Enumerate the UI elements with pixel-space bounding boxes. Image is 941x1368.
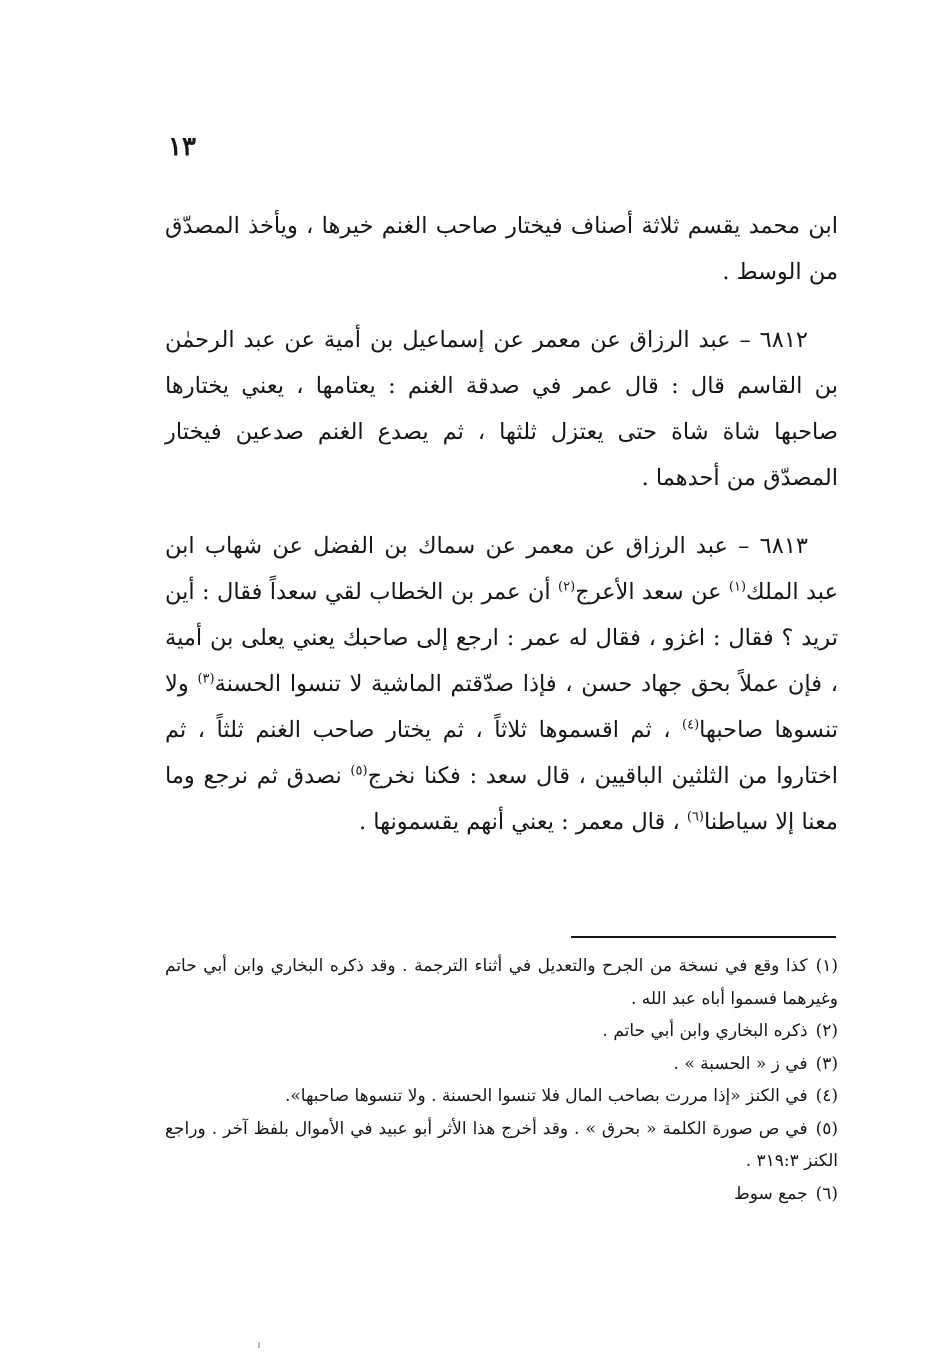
footnote-text: في ص صورة الكلمة « بحرق » . وقد أخرج هذا الأثر أبو عبيد في الأموال بلفظ آخر . وراجع الكنز ٣١٩:٣ . — [165, 1118, 838, 1171]
footnote-number: (١) — [815, 956, 838, 976]
paragraph-hadith-6812 — [165, 317, 838, 501]
text-segment: ولا تنسوها صاحبها — [165, 671, 839, 743]
paragraph-text: ابن محمد يقسم ثلاثة أصناف فيختار صاحب الغنم خيرها ، ويأخذ المصدّق من الوسط . — [165, 213, 838, 285]
footnote-marker[interactable]: (٥) — [350, 763, 368, 779]
footnote-text: في الكنز «إذا مررت بصاحب المال فلا تنسوا الحسنة . ولا تنسوها صاحبها». — [284, 1086, 808, 1106]
text-segment: عن سعد الأعرج — [575, 579, 722, 605]
footnote-4 — [165, 1080, 838, 1113]
footnote-marker[interactable]: (٤) — [682, 717, 700, 733]
footnote-6 — [165, 1178, 838, 1211]
paragraph-intro — [165, 203, 838, 295]
footnote-marker[interactable]: (٢) — [558, 579, 576, 595]
footnote-number: (٢) — [815, 1021, 838, 1041]
footnotes-section — [165, 950, 838, 1210]
footnote-marker[interactable]: (٦) — [686, 809, 704, 825]
paragraph-hadith-6813 — [165, 523, 838, 845]
footnote-text: ذكره البخاري وابن أبي حاتم . — [602, 1021, 808, 1041]
footnote-number: (٦) — [815, 1183, 838, 1204]
text-segment: ٦٨١٣ – عبد الرزاق عن معمر عن سماك بن الفضل عن شهاب ابن عبد الملك — [165, 533, 838, 605]
text-segment: نصدق ثم نرجع وما معنا إلا سياطنا — [165, 763, 838, 835]
page-number: ١٣ — [168, 132, 196, 162]
main-text — [165, 203, 838, 867]
footnote-text: جمع سوط — [734, 1183, 808, 1204]
footnote-3 — [165, 1048, 838, 1081]
footnote-number: (٤) — [815, 1086, 838, 1106]
footnote-separator — [571, 936, 836, 938]
paragraph-text: ٦٨١٢ – عبد الرزاق عن معمر عن إسماعيل بن أمية عن عبد الرحمٰن بن القاسم قال : قال عمر في صدقة الغنم : يعتامها ، يعني يختارها صاحبها شاة شاة حتى يعتزل ثلثها ، ثم يصدع الغنم صدعين فيختار المصدّق من أحدهما . — [165, 327, 838, 491]
footnote-text: في ز « الحسبة » . — [673, 1053, 808, 1074]
footnote-marker[interactable]: (٣) — [197, 671, 215, 687]
footnote-5 — [165, 1113, 838, 1178]
footnote-marker[interactable]: (١) — [728, 579, 747, 595]
footnote-number: (٥) — [815, 1118, 838, 1139]
text-segment: ، ثم اقسموها ثلاثاً ، ثم يختار صاحب الغنم ثلثاً ، ثم اختاروا من الثلثين الباقيين ، قال سعد : فكنا نخرج — [165, 717, 838, 789]
text-segment: ، قال معمر : يعني أنهم يقسمونها . — [359, 809, 680, 835]
footnote-text: كذا وقع في نسخة من الجرح والتعديل في أثناء الترجمة . وقد ذكره البخاري وابن أبي حاتم وغيرهما فسموا أباه عبد الله . — [165, 956, 838, 1009]
footnote-2 — [165, 1015, 838, 1048]
footnote-number: (٣) — [815, 1053, 838, 1074]
scan-speck — [258, 1342, 260, 1348]
footnote-1 — [165, 950, 838, 1015]
text-segment: أن عمر بن الخطاب لقي سعداً فقال : أين تريد ؟ فقال : اغزو ، فقال له عمر : ارجع إلى صاحبك يعني يعلى بن أمية ، فإن عملاً بحق جهاد حسن ، فإذا صدّقتم الماشية لا تنسوا الحسنة — [165, 579, 838, 697]
